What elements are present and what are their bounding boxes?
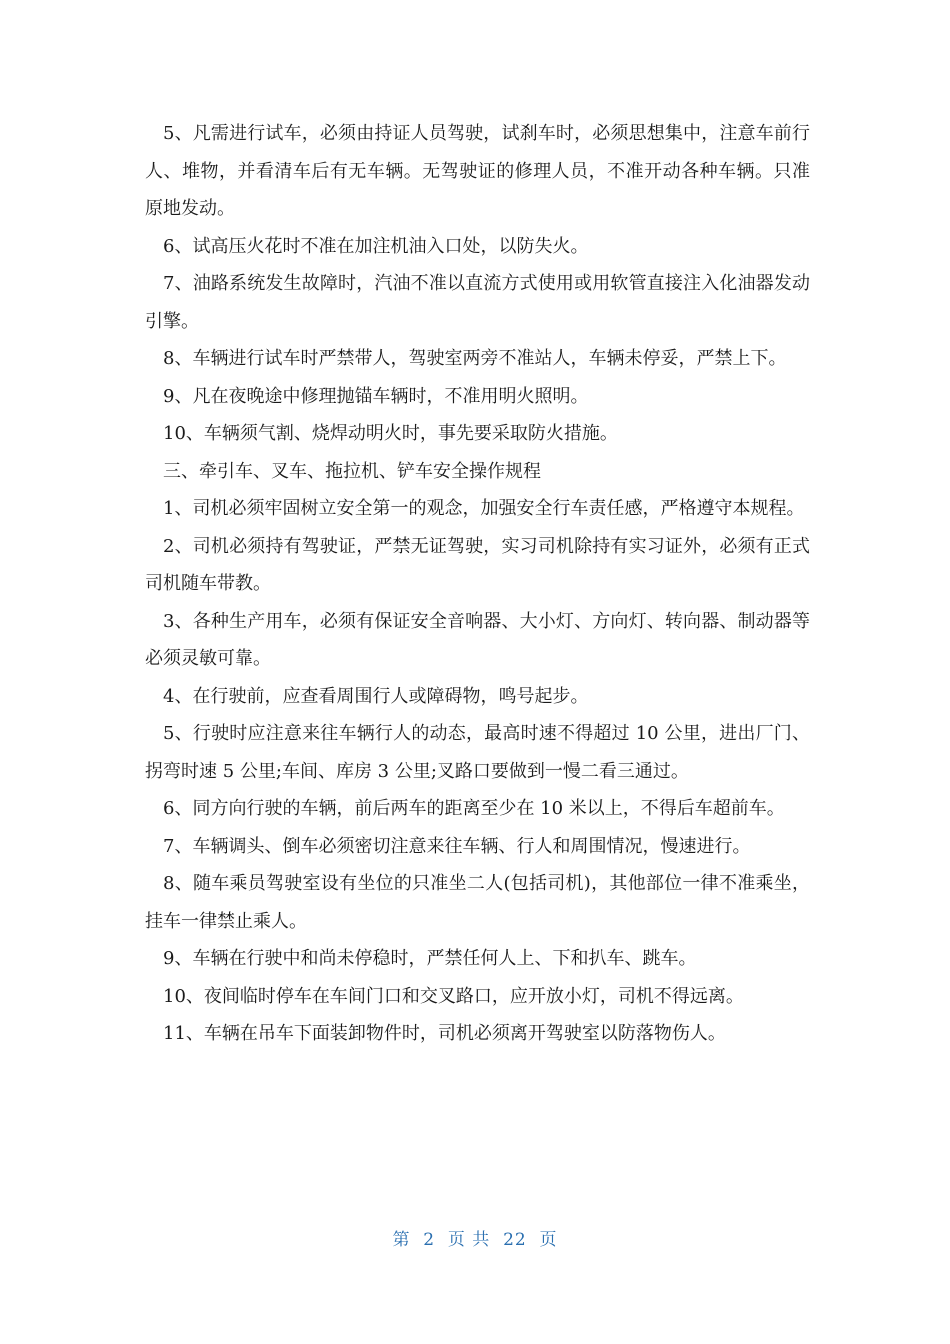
paragraph: 9、车辆在行驶中和尚未停稳时，严禁任何人上、下和扒车、跳车。: [163, 948, 697, 969]
paragraph: 10、车辆须气割、烧焊动明火时，事先要采取防火措施。: [163, 423, 618, 444]
page-footer: [0, 1225, 950, 1250]
paragraph: 7、油路系统发生故障时，汽油不准以直流方式使用或用软管直接注入化油器发动引擎。: [145, 273, 810, 332]
document-body: [145, 115, 810, 1053]
paragraph: 10、夜间临时停车在车间门口和交叉路口，应开放小灯，司机不得远离。: [163, 985, 744, 1007]
paragraph: 5、行驶时应注意来往车辆行人的动态，最高时速不得超过 10 公里，进出厂门、拐弯时速 5 公里;车间、库房 3 公里;叉路口要做到一慢二看三通过。: [145, 723, 810, 782]
paragraph: 8、车辆进行试车时严禁带人，驾驶室两旁不准站人，车辆未停妥，严禁上下。: [163, 348, 787, 369]
paragraph: 2、司机必须持有驾驶证，严禁无证驾驶，实习司机除持有实习证外，必须有正式司机随车带教。: [145, 535, 810, 594]
paragraph: 5、凡需进行试车，必须由持证人员驾驶，试刹车时，必须思想集中，注意车前行人、堆物，并看清车后有无车辆。无驾驶证的修理人员，不准开动各种车辆。只准原地发动。: [145, 123, 810, 219]
paragraph: 9、凡在夜晚途中修理抛锚车辆时，不准用明火照明。: [163, 385, 589, 407]
paragraph: 6、试高压火花时不准在加注机油入口处，以防失火。: [163, 235, 589, 257]
paragraph: 11、车辆在吊车下面装卸物件时，司机必须离开驾驶室以防落物伤人。: [163, 1023, 726, 1044]
page-number: 第 2 页 共 22 页: [392, 1230, 558, 1250]
paragraph: 4、在行驶前，应查看周围行人或障碍物，鸣号起步。: [163, 685, 589, 707]
section-heading: 三、牵引车、叉车、拖拉机、铲车安全操作规程: [163, 460, 541, 482]
paragraph: 8、随车乘员驾驶室设有坐位的只准坐二人(包括司机)，其他部位一律不准乘坐，挂车一律禁止乘人。: [145, 873, 810, 932]
paragraph: 1、司机必须牢固树立安全第一的观念，加强安全行车责任感，严格遵守本规程。: [163, 498, 805, 519]
paragraph: 3、各种生产用车，必须有保证安全音响器、大小灯、方向灯、转向器、制动器等必须灵敏可靠。: [145, 610, 810, 669]
paragraph: 6、同方向行驶的车辆，前后两车的距离至少在 10 米以上，不得后车超前车。: [163, 798, 785, 819]
paragraph: 7、车辆调头、倒车必须密切注意来往车辆、行人和周围情况，慢速进行。: [163, 835, 751, 857]
